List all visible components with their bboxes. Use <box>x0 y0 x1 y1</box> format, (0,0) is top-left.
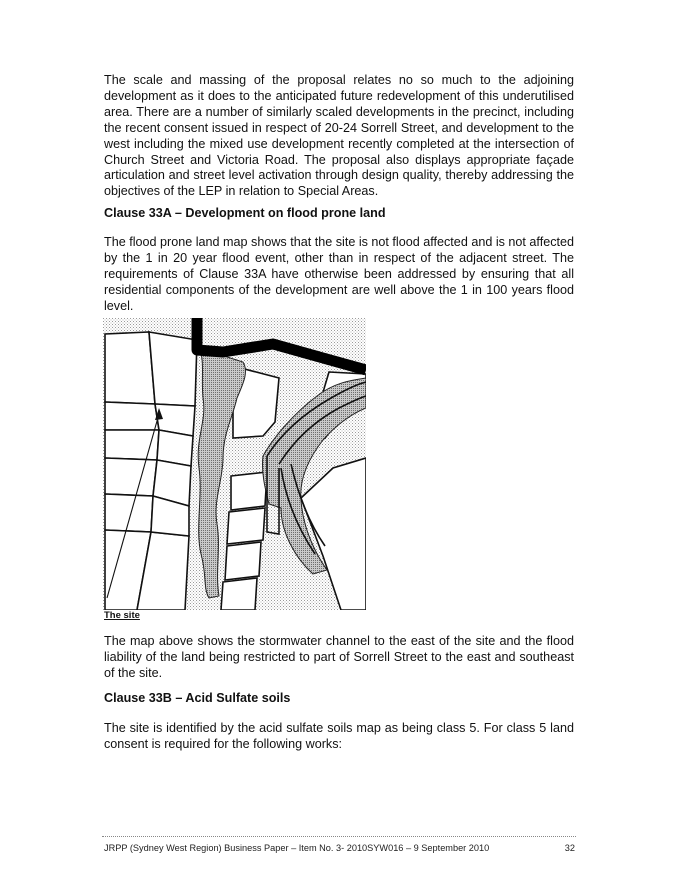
paragraph-massing: The scale and massing of the proposal relates no so much to the adjoining development as it does to the anticipated future redevelopment of this underutilised area. There are a number of similarly scaled developments in the precinct, including the recent consent issued in respect of 20-24 Sorrell Street, and development to the west including the mixed use development recently completed at the intersection of Church Street and Victoria Road. The proposal also displays appropriate façade articulation and street level activation through design quality, thereby addressing the objectives of the LEP in relation to Special Areas. <box>104 73 574 199</box>
paragraph-flood: The flood prone land map shows that the site is not flood affected and is not affected by the 1 in 20 year flood event, other than in respect of the adjacent street. The requirements of Clause 33A have otherwise been addressed by ensuring that all residential components of the development are well above the 1 in 100 years flood level. <box>104 235 575 313</box>
map-caption: The site <box>104 610 140 621</box>
page-number: 32 <box>564 843 575 853</box>
flood-map <box>103 318 366 610</box>
paragraph-map-description: The map above shows the stormwater channel to the east of the site and the flood liability of the land being restricted to part of Sorrell Street to the east and southeast of the site. <box>104 634 574 680</box>
footer-divider <box>102 836 576 837</box>
heading-clause-33a: Clause 33A – Development on flood prone land <box>104 206 386 220</box>
footer-text: JRPP (Sydney West Region) Business Paper – Item No. 3- 2010SYW016 – 9 September 2010 <box>104 843 490 853</box>
paragraph-acid-sulfate: The site is identified by the acid sulfate soils map as being class 5. For class 5 land consent is required for the following works: <box>104 721 574 751</box>
heading-clause-33b: Clause 33B – Acid Sulfate soils <box>104 691 291 705</box>
